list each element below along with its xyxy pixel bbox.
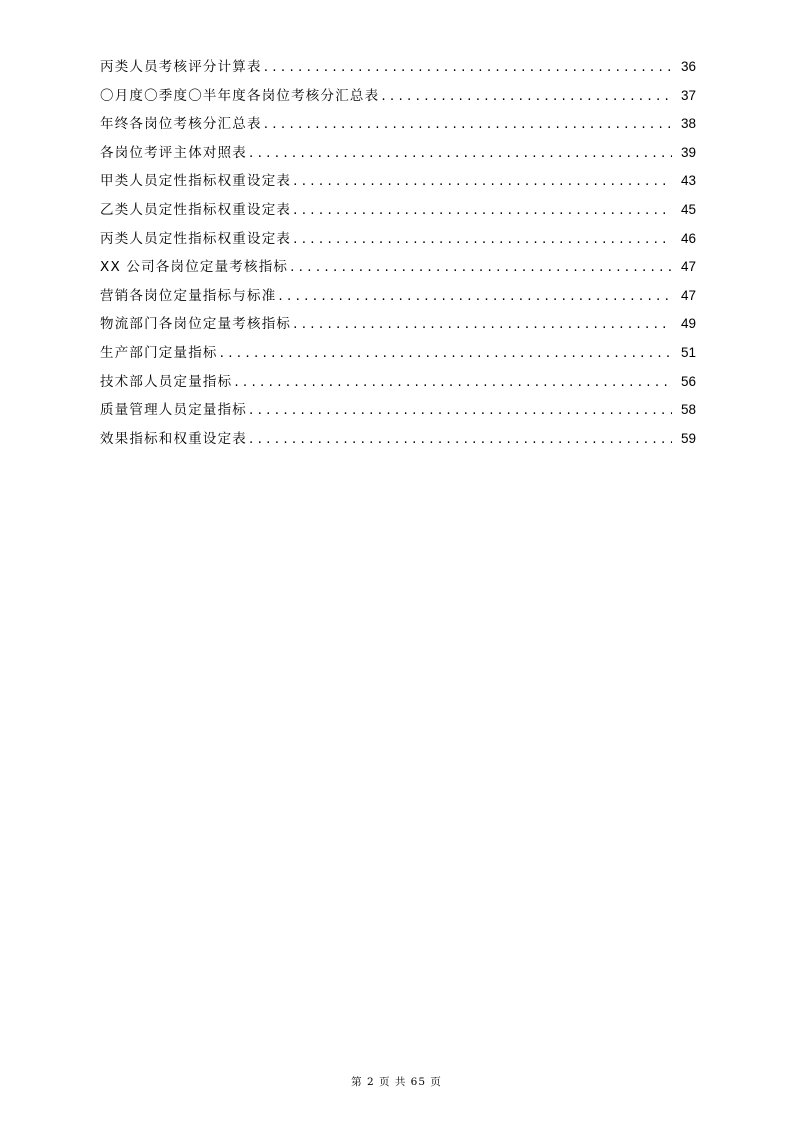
toc-entry-page: 49 (680, 316, 696, 332)
toc-entry[interactable] (100, 372, 696, 401)
toc-entry-page: 51 (680, 344, 696, 360)
toc-entry-title: 生产部门定量指标 (100, 344, 218, 361)
toc-leader-dots (293, 229, 672, 249)
toc-entry-title: 甲类人员定性指标权重设定表 (100, 173, 292, 190)
toc-entry-title: 营销各岗位定量指标与标准 (100, 287, 277, 304)
toc-leader-dots (293, 200, 672, 220)
toc-entry[interactable] (100, 57, 696, 86)
toc-entry-title: 物流部门各岗位定量考核指标 (100, 316, 292, 333)
toc-entry-page: 39 (680, 144, 696, 160)
page-footer: 第 2 页 共 65 页 (351, 1076, 442, 1088)
toc-entry-page: 56 (680, 373, 696, 389)
toc-entry[interactable] (100, 400, 696, 429)
toc-entry[interactable] (100, 171, 696, 200)
toc-entry[interactable] (100, 229, 696, 258)
toc-entry-title: 效果指标和权重设定表 (100, 430, 247, 447)
toc-entry-title: 年终各岗位考核分汇总表 (100, 116, 262, 133)
toc-entry[interactable] (100, 143, 696, 172)
toc-entry[interactable] (100, 86, 696, 115)
toc-entry-title: 〇月度〇季度〇半年度各岗位考核分汇总表 (100, 87, 380, 104)
toc-entry-page: 38 (680, 116, 696, 132)
toc-entry-title: 丙类人员考核评分计算表 (100, 59, 262, 75)
toc-entry-page: 47 (680, 259, 696, 275)
toc-entry-page: 43 (680, 173, 696, 189)
toc-leader-dots (293, 314, 672, 334)
toc-entry-page: 36 (680, 59, 696, 74)
toc-entry-title: 技术部人员定量指标 (100, 373, 233, 390)
toc-leader-dots (264, 114, 672, 134)
toc-entry-title: 丙类人员定性指标权重设定表 (100, 230, 292, 247)
toc-leader-dots (220, 343, 672, 363)
toc-entry-page: 59 (680, 430, 696, 446)
toc-entry-page: 58 (680, 402, 696, 418)
toc-entry-title: 各岗位考评主体对照表 (100, 144, 247, 161)
toc-entry[interactable] (100, 286, 696, 315)
toc-entry-title: 质量管理人员定量指标 (100, 402, 247, 419)
toc-entry[interactable] (100, 200, 696, 229)
toc-entry-page: 45 (680, 201, 696, 217)
toc-leader-dots (234, 372, 672, 392)
toc-entry-title: 乙类人员定性指标权重设定表 (100, 201, 292, 218)
toc-entry-title: XX 公司各岗位定量考核指标 (100, 259, 289, 276)
toc-entry-page: 47 (680, 287, 696, 303)
toc-entry[interactable] (100, 314, 696, 343)
toc-entry[interactable] (100, 343, 696, 372)
toc-entry[interactable] (100, 114, 696, 143)
toc-leader-dots (293, 171, 672, 191)
toc-leader-dots (249, 429, 672, 449)
toc-leader-dots (290, 257, 672, 277)
toc-leader-dots (249, 143, 672, 163)
toc-leader-dots (278, 286, 672, 306)
toc-entry-page: 46 (680, 230, 696, 246)
toc-entry[interactable] (100, 257, 696, 286)
toc-leader-dots (249, 400, 672, 420)
table-of-contents (100, 57, 696, 457)
toc-leader-dots (381, 86, 672, 106)
toc-entry[interactable] (100, 429, 696, 458)
toc-entry-page: 37 (680, 87, 696, 103)
toc-leader-dots (264, 57, 672, 77)
